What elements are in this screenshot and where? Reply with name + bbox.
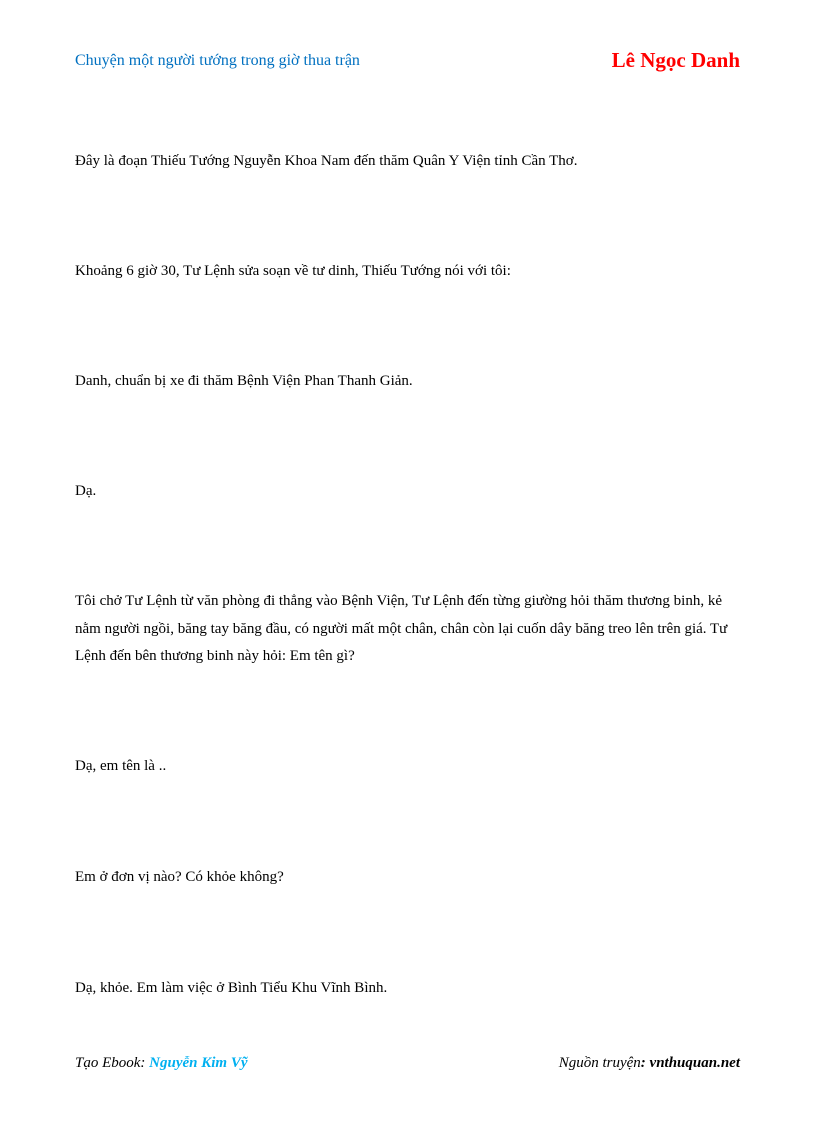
paragraph: Đây là đoạn Thiếu Tướng Nguyễn Khoa Nam đến thăm Quân Y Viện tỉnh Cần Thơ. <box>75 153 578 169</box>
paragraph: Danh, chuẩn bị xe đi thăm Bệnh Viện Phan Thanh Giản. <box>75 373 413 389</box>
ebook-credit <box>75 1055 248 1072</box>
source-credit <box>559 1055 740 1072</box>
header-author: Lê Ngọc Danh <box>611 48 740 72</box>
paragraph: Tôi chở Tư Lệnh từ văn phòng đi thẳng vào Bệnh Viện, Tư Lệnh đến từng giường hỏi thăm thương binh, kẻ nằm người ngồi, băng tay băng đầu, có người mất một chân, chân còn lại cuốn dây băng treo lên trên giá. Tư Lệnh đến bên thương binh này hỏi: Em tên gì? <box>75 593 728 664</box>
paragraph: Khoảng 6 giờ 30, Tư Lệnh sửa soạn về tư dinh, Thiếu Tướng nói với tôi: <box>75 263 511 279</box>
paragraph: Dạ. <box>75 483 97 499</box>
paragraph: Dạ, em tên là .. <box>75 758 167 774</box>
header-title: Chuyện một người tướng trong giờ thua trận <box>75 52 360 69</box>
source-site: vnthuquan.net <box>649 1055 740 1071</box>
ebook-label: Tạo Ebook <box>75 1055 141 1071</box>
ebook-separator: : <box>140 1055 150 1071</box>
paragraph: Dạ, khỏe. Em làm việc ở Bình Tiểu Khu Vĩnh Bình. <box>75 980 388 996</box>
source-separator: : <box>640 1055 650 1071</box>
source-label: Nguồn truyện <box>558 1055 641 1071</box>
paragraph: Em ở đơn vị nào? Có khỏe không? <box>75 869 284 885</box>
ebook-creator-name: Nguyễn Kim Vỹ <box>149 1055 248 1071</box>
